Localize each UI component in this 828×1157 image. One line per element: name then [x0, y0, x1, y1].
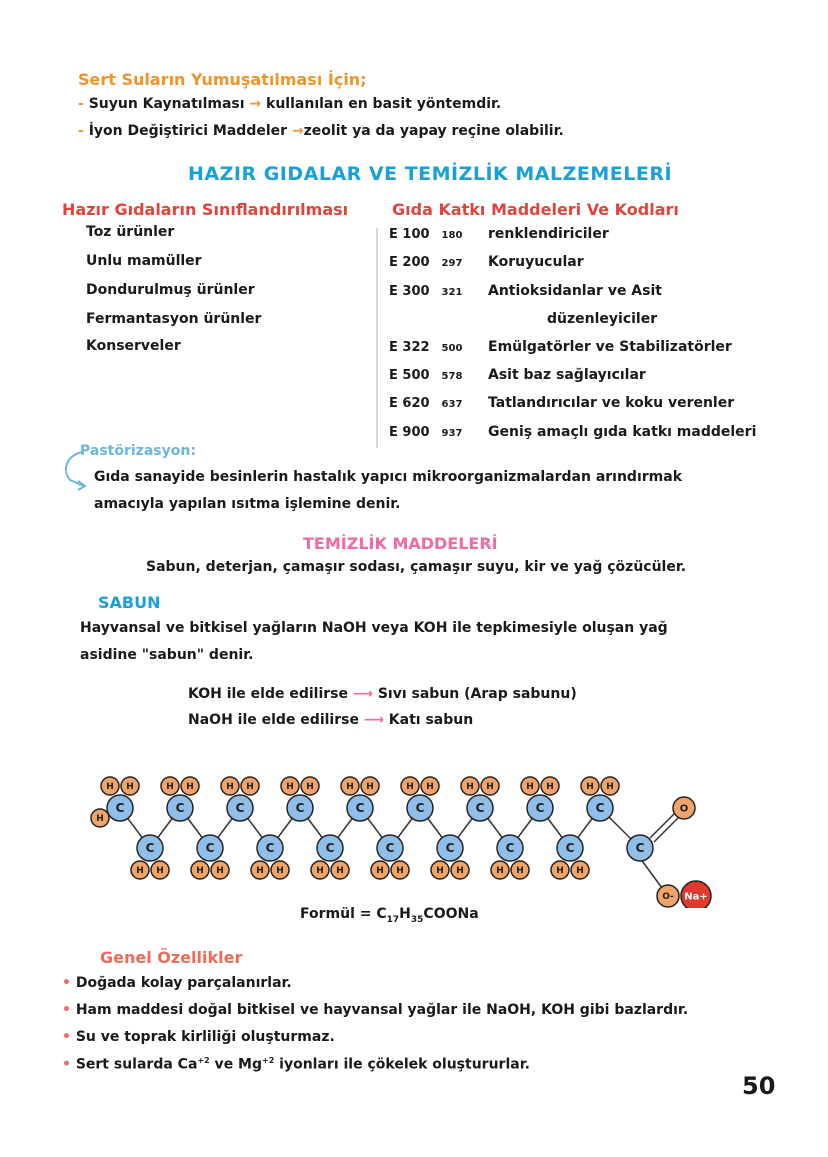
- hydrogen-atom-label: H: [516, 866, 524, 877]
- additive-code: E 200 297: [389, 255, 463, 270]
- general-title: Genel Özellikler: [100, 948, 243, 967]
- additive-desc: Asit baz sağlayıcılar: [488, 367, 646, 383]
- additive-desc: Tatlandırıcılar ve koku verenler: [488, 395, 735, 411]
- arrow-icon: ⟶: [352, 686, 373, 702]
- sodium-ion-label: Na+: [684, 891, 708, 903]
- general-item: • Ham maddesi doğal bitkisel ve hayvansal yağlar ile NaOH, KOH gibi bazlardır.: [62, 1002, 689, 1018]
- arrow-icon: →: [249, 96, 262, 112]
- hydrogen-atom-label: H: [336, 866, 344, 877]
- hydrogen-atom-label: H: [316, 866, 324, 877]
- soap-molecule-diagram: [90, 768, 730, 908]
- column-divider: [376, 228, 378, 448]
- general-item: • Doğada kolay parçalanırlar.: [62, 975, 292, 991]
- hydrogen-atom-label: H: [576, 866, 584, 877]
- hydrogen-atom-label: H: [286, 782, 294, 793]
- carbon-atom-label: C: [115, 801, 125, 816]
- hydrogen-atom-label: H: [606, 782, 614, 793]
- class-item: Konserveler: [86, 338, 181, 354]
- bullet-icon: •: [62, 975, 76, 991]
- hydrogen-atom-label: H: [136, 866, 144, 877]
- carbon-atom-label: C: [355, 801, 365, 816]
- general-item: • Su ve toprak kirliliği oluşturmaz.: [62, 1029, 335, 1045]
- carbon-atom-label: C: [385, 841, 395, 856]
- hydrogen-atom-label: H: [436, 866, 444, 877]
- additive-code: E 620 637: [389, 396, 463, 411]
- hydrogen-atom-label: H: [396, 866, 404, 877]
- carbon-atom-label: C: [415, 801, 425, 816]
- cleaning-title: TEMİZLİK MADDELERİ: [303, 534, 498, 553]
- oxygen-atom-label: O: [679, 803, 689, 815]
- hydrogen-atom-label: H: [376, 866, 384, 877]
- hydrogen-atom-label: H: [486, 782, 494, 793]
- additive-desc: Antioksidanlar ve Asit: [488, 283, 662, 299]
- hydrogen-atom-label: H: [126, 782, 134, 793]
- carbon-atom-label: C: [235, 801, 245, 816]
- dash-icon: -: [78, 123, 89, 139]
- class-item: Toz ürünler: [86, 224, 175, 240]
- arrow-icon: →: [291, 123, 304, 139]
- hydrogen-atom-label: H: [166, 782, 174, 793]
- carbon-atom-label: C: [145, 841, 155, 856]
- hydrogen-atom-label: H: [226, 782, 234, 793]
- soap-line1: Hayvansal ve bitkisel yağların NaOH veya KOH ile tepkimesiyle oluşan yağ: [80, 620, 668, 636]
- additive-code: E 300 321: [389, 284, 463, 299]
- carbon-atom-label: C: [205, 841, 215, 856]
- hydrogen-atom-label: H: [496, 866, 504, 877]
- class-item: Dondurulmuş ürünler: [86, 282, 255, 298]
- hydrogen-atom-label: H: [276, 866, 284, 877]
- additive-desc: Emülgatörler ve Stabilizatörler: [488, 339, 732, 355]
- additives-title: Gıda Katkı Maddeleri Ve Kodları: [392, 200, 679, 219]
- naoh-row: NaOH ile elde edilirse ⟶ Katı sabun: [188, 712, 474, 728]
- general-item: • Sert sularda $Ca^{+2}$ ve $Mg^{+2}$ iyonları ile çökelek oluştururlar.: [62, 1056, 530, 1073]
- hydrogen-atom-label: H: [406, 782, 414, 793]
- formula: Formül = $C_{17}H_{35}COONa$: [300, 906, 479, 925]
- additive-code: E 900 937: [389, 425, 463, 440]
- carbon-atom-label: C: [505, 841, 515, 856]
- main-title: HAZIR GIDALAR VE TEMİZLİK MALZEMELERİ: [188, 163, 673, 185]
- hydrogen-atom-label: H: [456, 866, 464, 877]
- hydrogen-atom-label: H: [96, 814, 104, 825]
- hydrogen-atom-label: H: [106, 782, 114, 793]
- pasteurization-line1: Gıda sanayide besinlerin hastalık yapıcı mikroorganizmalardan arındırmak: [94, 469, 683, 485]
- carbon-atom-label: C: [175, 801, 185, 816]
- hydrogen-atom-label: H: [256, 866, 264, 877]
- carbon-atom-label: C: [295, 801, 305, 816]
- hydrogen-atom-label: H: [466, 782, 474, 793]
- hydrogen-atom-label: H: [426, 782, 434, 793]
- carbon-atom-label: C: [535, 801, 545, 816]
- pasteurization-line2: amacıyla yapılan ısıtma işlemine denir.: [94, 496, 401, 512]
- hardness-item-1: - Suyun Kaynatılması → kullanılan en basit yöntemdir.: [78, 96, 502, 112]
- hydrogen-atom-label: H: [186, 782, 194, 793]
- additive-code: E 500 578: [389, 368, 463, 383]
- additive-desc: Koruyucular: [488, 254, 584, 270]
- bond: [640, 858, 662, 888]
- hydrogen-atom-label: H: [216, 866, 224, 877]
- class-item: Fermantasyon ürünler: [86, 311, 262, 327]
- additive-desc: Geniş amaçlı gıda katkı maddeleri: [488, 424, 757, 440]
- arrow-icon: ⟶: [363, 712, 384, 728]
- hydrogen-atom-label: H: [366, 782, 374, 793]
- carbon-atom-label: C: [445, 841, 455, 856]
- hydrogen-atom-label: H: [586, 782, 594, 793]
- bullet-icon: •: [62, 1029, 76, 1045]
- carbon-atom-label: C: [595, 801, 605, 816]
- cleaning-list: Sabun, deterjan, çamaşır sodası, çamaşır suyu, kir ve yağ çözücüler.: [146, 559, 687, 575]
- additive-code: E 100 180: [389, 227, 463, 242]
- carbon-atom-label: C: [565, 841, 575, 856]
- hydrogen-atom-label: H: [246, 782, 254, 793]
- class-item: Unlu mamüller: [86, 253, 202, 269]
- hardness-title: Sert Suların Yumuşatılması İçin;: [78, 70, 367, 89]
- soap-title: SABUN: [98, 593, 161, 612]
- additive-code: E 322 500: [389, 340, 463, 355]
- hydrogen-atom-label: H: [346, 782, 354, 793]
- additive-desc: renklendiriciler: [488, 226, 609, 242]
- hydrogen-atom-label: H: [196, 866, 204, 877]
- bullet-icon: •: [62, 1056, 76, 1073]
- hydrogen-atom-label: H: [306, 782, 314, 793]
- carbon-atom-label: C: [475, 801, 485, 816]
- hydrogen-atom-label: H: [556, 866, 564, 877]
- bullet-icon: •: [62, 1002, 76, 1018]
- page-number: 50: [742, 1072, 776, 1100]
- koh-row: KOH ile elde edilirse ⟶ Sıvı sabun (Arap sabunu): [188, 686, 577, 702]
- carbon-atom-label: C: [325, 841, 335, 856]
- soap-line2: asidine "sabun" denir.: [80, 647, 254, 663]
- oxygen-minus-atom-label: O-: [662, 892, 674, 903]
- hardness-item-2: - İyon Değiştirici Maddeler →zeolit ya da yapay reçine olabilir.: [78, 123, 564, 139]
- pasteurization-title: Pastörizasyon:: [80, 443, 196, 459]
- additive-desc: düzenleyiciler: [547, 311, 658, 327]
- carbon-atom-label: C: [635, 841, 645, 856]
- dash-icon: -: [78, 96, 89, 112]
- hydrogen-atom-label: H: [526, 782, 534, 793]
- hydrogen-atom-label: H: [156, 866, 164, 877]
- carbon-atom-label: C: [265, 841, 275, 856]
- hydrogen-atom-label: H: [546, 782, 554, 793]
- classification-title: Hazır Gıdaların Sınıflandırılması: [62, 200, 349, 219]
